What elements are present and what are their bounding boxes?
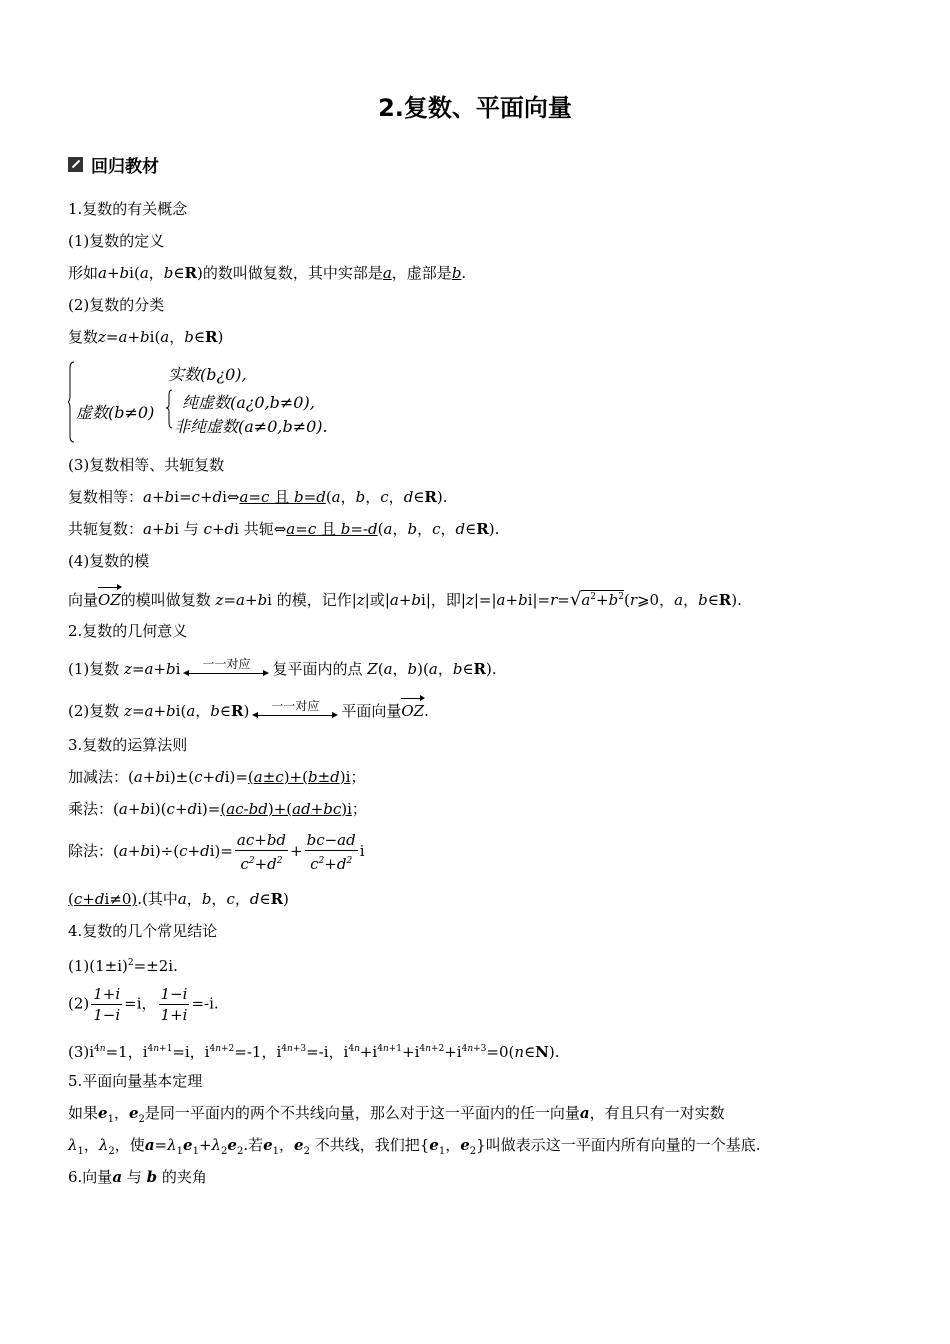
pencil-box-icon (68, 157, 83, 172)
section-heading (68, 152, 159, 177)
heading-3: 3.复数的运算法则 (68, 736, 188, 754)
div-condition: (c+di≠0).(其中a，b，c，d∈R) (68, 890, 289, 908)
page-title: 2.复数、平面向量 (378, 94, 572, 122)
conclusion-2: (2) $\frac{1+i}{1-i}$ =i， $\frac{1-i}{1+i}$ =-i. (68, 985, 219, 1024)
definition-line: 形如a+bi(a，b∈R)的数叫做复数，其中实部是a，虚部是b. (68, 264, 467, 282)
theorem-line-1: 如果$e_1$，$e_2$是同一平面内的两个不共线向量，那么对于这一平面内的任一向量a，有且只有一对实数 (68, 1104, 725, 1125)
imaginary-number: 虚数(b≠0) (76, 403, 155, 422)
heading-5: 5.平面向量基本定理 (68, 1072, 203, 1090)
double-arrow-icon: 一一对应 (252, 700, 338, 722)
heading-1-2: (2)复数的分类 (68, 296, 165, 314)
pure-imaginary: 纯虚数(a¿0,b≠0), (182, 393, 315, 412)
conclusion-3: $(3)i^{4n}=1$，$i^{4n+1}=i$，$i^{4n+2}=-1$，$i^{4n+3}=-i$，$i^{4n}+i^{4n+1}+i^{4n+2}+i^{4n+3}=0(n\in N)$. (68, 1043, 560, 1061)
heading-6: 6.向量a 与 b 的夹角 (68, 1168, 207, 1186)
theorem-line-2: $\lambda_1$，$\lambda_2$，使$a=\lambda_1e_1+\lambda_2e_2$.若$e_1$，$e_2$ 不共线，我们把{$e_1$，$e_2$}叫做表示这一平面内所有向量的一个基底. (68, 1136, 761, 1157)
equality-line: 复数相等：a+bi=c+di⇔a=c 且 b=d(a，b，c，d∈R). (68, 488, 448, 506)
non-pure-imaginary: 非纯虚数(a≠0,b≠0). (174, 417, 328, 436)
double-arrow-icon: 一一对应 (183, 658, 269, 680)
heading-2: 2.复数的几何意义 (68, 622, 188, 640)
geometric-2: (2)复数 z=a+bi(a，b∈R) 一一对应 平面向量OZ. (68, 699, 429, 720)
classification-line: 复数z=a+bi(a，b∈R) (68, 328, 224, 346)
modulus-line: 向量OZ的模叫做复数 z=a+bi 的模，记作|z|或|a+bi|，即$|z|=|a+bi|=r=√a^2+b^2(r⩾0$，a，b∈R). (68, 589, 742, 610)
conclusion-1: $(1)(1\pm i)^2=\pm 2i$. (68, 957, 178, 975)
mul-rule: 乘法：(a+bi)(c+di)=(ac-bd)+(ad+bc)i； (68, 800, 367, 818)
div-rule: 除法：(a+bi)÷(c+di)= $\frac{ac+bd}{c^2+d^2}$ + $\frac{bc-ad}{c^2+d^2}$ i (68, 831, 365, 873)
geometric-1: (1)复数 z=a+bi 一一对应 复平面内的点 Z(a，b)(a，b∈R). (68, 657, 497, 678)
section-title: 回归教材 (91, 157, 159, 177)
heading-1-4: (4)复数的模 (68, 552, 150, 570)
heading-4: 4.复数的几个常见结论 (68, 922, 218, 940)
heading-1: 1.复数的有关概念 (68, 200, 188, 218)
classification-brace (68, 360, 488, 444)
add-rule: 加减法：(a+bi)±(c+di)=(a±c)+(b±d)i； (68, 768, 366, 786)
heading-1-1: (1)复数的定义 (68, 232, 165, 250)
heading-1-3: (3)复数相等、共轭复数 (68, 456, 225, 474)
conjugate-line: 共轭复数：a+bi 与 c+di 共轭⇔a=c 且 b=-d(a，b，c，d∈R). (68, 520, 500, 538)
real-number: 实数(b¿0), (168, 365, 247, 384)
